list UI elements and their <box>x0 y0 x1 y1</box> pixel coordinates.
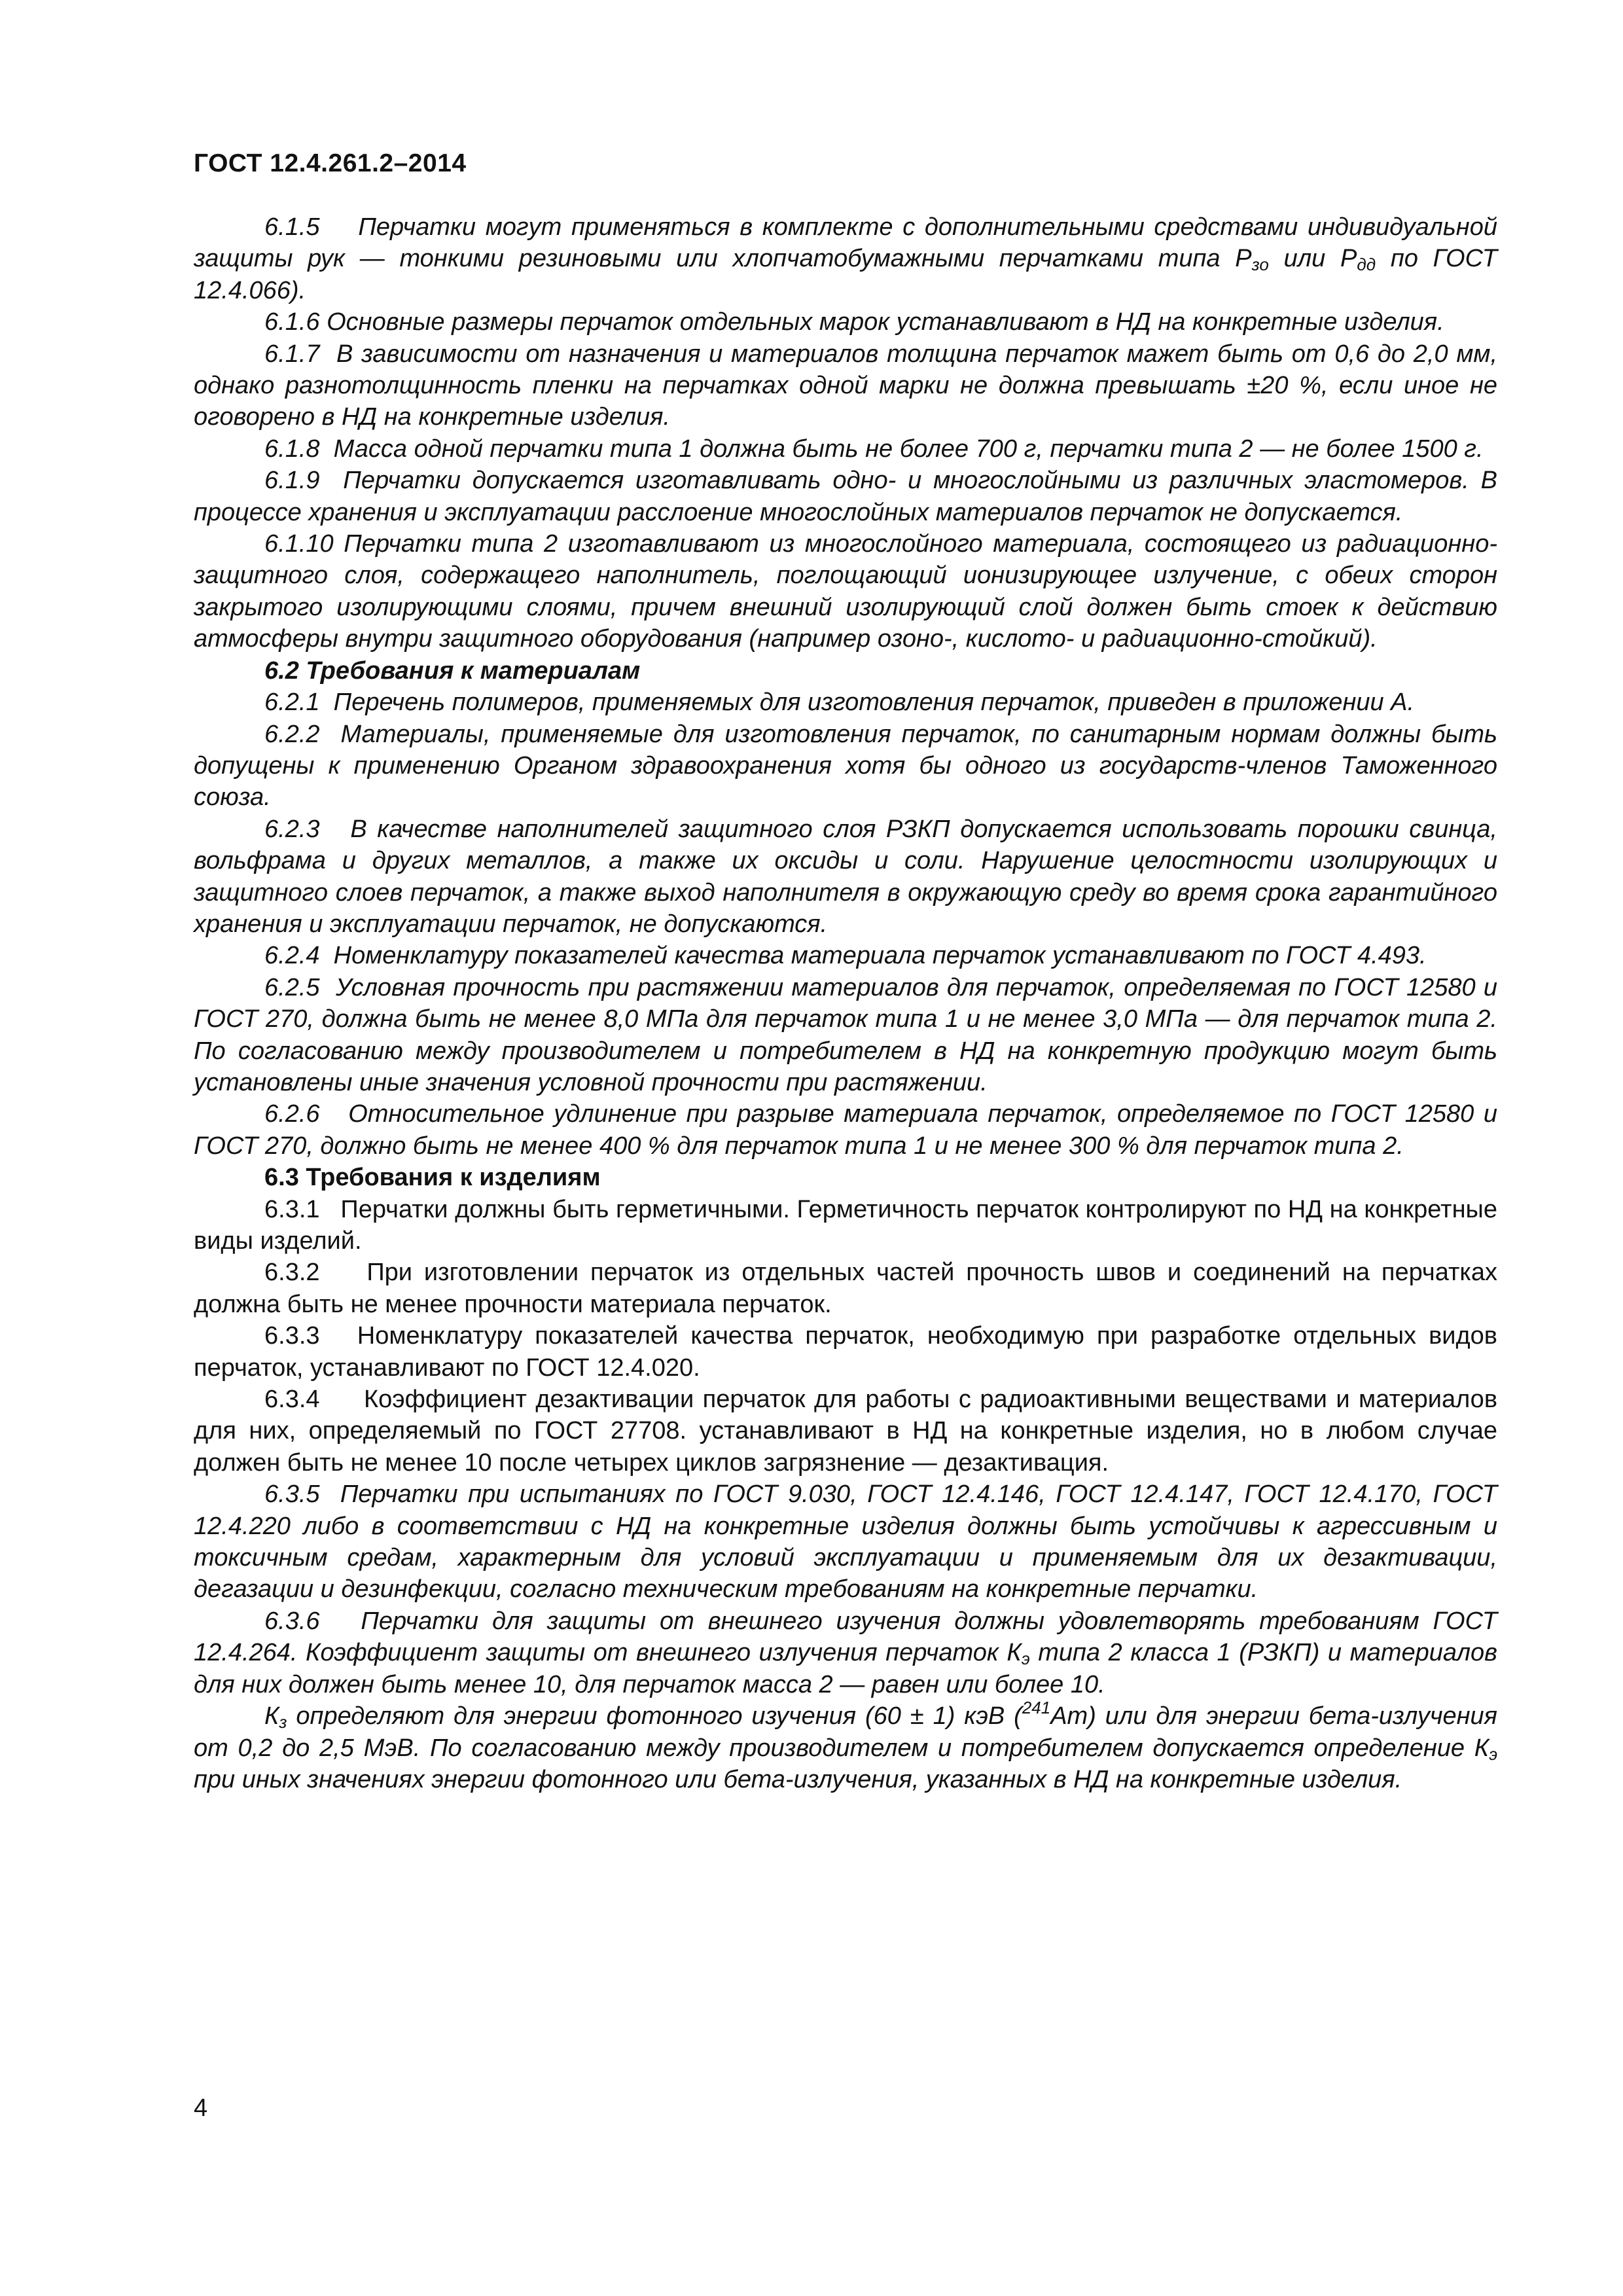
clause-6-3-6 <box>194 1605 1497 1700</box>
clause-text: Перчатки допускается изготавливать одно- и многослойными из различных эластомеров. В процессе хранения и эксплуатации расслоение многослойных материалов перчаток не допускается. <box>194 467 1498 526</box>
clause-text: Материалы, применяемые для изготовления перчаток, по санитарным нормам должны быть допущены к применению Органом здравоохранения хотя бы одного из государств-членов Таможенного союза. <box>194 720 1497 812</box>
clause-text: при иных значениях энергии фотонного или бета-излучения, указанных в НД на конкретные изделия. <box>194 1765 1402 1793</box>
clause-text: Номенклатуру показателей качества материала перчаток устанавливают по ГОСТ 4.493. <box>333 942 1427 970</box>
clause-6-3-4 <box>194 1384 1497 1479</box>
clause-text: Относительное удлинение при разрыве материала перчаток, определяемое по ГОСТ 12580 и ГОСТ 270, должно быть не менее 400 % для перчаток типа 1 и не менее 300 % для перчаток типа 2. <box>194 1100 1497 1160</box>
clause-kz-definition <box>194 1700 1497 1795</box>
clause-6-2-1 <box>194 687 1497 718</box>
clause-6-2-3 <box>194 814 1497 941</box>
document-body <box>194 211 1497 1795</box>
clause-text: Номенклатуру показателей качества перчаток, необходимую при разработке отдельных видов перчаток, устанавливают по ГОСТ 12.4.020. <box>194 1322 1497 1382</box>
clause-text: Перечень полимеров, применяемых для изготовления перчаток, приведен в приложении А. <box>333 689 1415 717</box>
clause-number: 6.1.5 <box>264 213 320 241</box>
clause-6-1-7 <box>194 338 1497 433</box>
clause-6-1-10 <box>194 528 1497 655</box>
subscript: э <box>1489 1744 1497 1764</box>
clause-number: 6.1.7 <box>264 340 320 368</box>
page-number: 4 <box>194 2094 208 2122</box>
clause-6-2-4 <box>194 940 1497 971</box>
clause-6-2-5 <box>194 972 1497 1099</box>
clause-text: Перчатки для защиты от внешнего изучения должны удовлетворять требованиям ГОСТ 12.4.264. Коэффициент защиты от внешнего излучения перчаток К <box>194 1607 1497 1667</box>
clause-text: Основные размеры перчаток отдельных марок устанавливают в НД на конкретные изделия. <box>327 308 1444 336</box>
clause-number: 6.1.10 <box>264 530 334 558</box>
clause-number: 6.2.5 <box>264 973 320 1001</box>
superscript: 241 <box>1022 1698 1051 1718</box>
clause-text: Перчатки должны быть герметичными. Герметичность перчаток контролируют по НД на конкретные виды изделий. <box>194 1195 1497 1255</box>
clause-text: Am) или для энергии бета-излучения от 0,2 до 2,5 МэВ. По согласованию между производителем и потребителем допускается определение К <box>194 1702 1497 1762</box>
clause-number: 6.2.3 <box>264 815 320 843</box>
clause-number: 6.3.6 <box>264 1607 320 1635</box>
clause-number: 6.1.6 <box>264 308 320 336</box>
subscript: зо <box>1251 255 1269 275</box>
clause-number: 6.3.4 <box>264 1386 320 1414</box>
document-header: ГОСТ 12.4.261.2–2014 <box>194 149 467 177</box>
clause-text: по ГОСТ 12.4.066). <box>194 245 1497 304</box>
clause-6-3-2 <box>194 1257 1497 1320</box>
clause-number: 6.3.5 <box>264 1480 320 1509</box>
clause-text: определяют для энергии фотонного изучения (60 ± 1) кэВ ( <box>287 1702 1022 1731</box>
clause-6-2-2 <box>194 719 1497 814</box>
clause-text: Коэффициент дезактивации перчаток для работы с радиоактивными веществами и материалов для них, определяемый по ГОСТ 27708. устанавливают в НД на конкретные изделия, но в любом случае должен быть не менее 10 после четырех циклов загрязнение — дезактивация. <box>194 1386 1498 1477</box>
clause-number: 6.2.1 <box>264 689 320 717</box>
subscript: э <box>1021 1649 1030 1669</box>
clause-text: Перчатки могут применяться в комплекте с дополнительными средствами индивидуальной защиты рук — тонкими резиновыми или хлопчатобумажными перчатками типа Р <box>194 213 1497 273</box>
clause-number: 6.2.6 <box>264 1100 320 1128</box>
clause-text: типа 2 класса 1 (РЗКП) и материалов для них должен быть менее 10, для перчаток масса 2 — равен или более 10. <box>194 1639 1498 1698</box>
clause-6-1-9 <box>194 465 1497 528</box>
clause-6-1-5 <box>194 211 1497 306</box>
clause-text: или Р <box>1268 245 1357 273</box>
clause-number: 6.2.2 <box>264 720 320 748</box>
clause-6-1-6 <box>194 306 1497 338</box>
clause-number: 6.2.4 <box>264 942 320 970</box>
clause-6-3-5 <box>194 1479 1497 1605</box>
clause-text: Условная прочность при растяжении материалов для перчаток, определяемая по ГОСТ 12580 и ГОСТ 270, должна быть не менее 8,0 МПа для перчаток типа 1 и не менее 3,0 МПа — для перчаток типа 2. По согласованию между производителем и потребителем в НД на конкретную продукцию могут быть установлены иные значения условной прочности при растяжении. <box>194 973 1497 1096</box>
section-heading-6-2: 6.2 Требования к материалам <box>264 656 641 685</box>
clause-text: В качестве наполнителей защитного слоя РЗКП допускается использовать порошки свинца, вольфрама и других металлов, а также их оксиды и соли. Нарушение целостности изолирующих и защитного слоев перчаток, а также выход наполнителя в окружающую среду во время срока гарантийного хранения и эксплуатации перчаток, не допускаются. <box>194 815 1497 938</box>
clause-number: 6.3.1 <box>264 1195 320 1223</box>
clause-number: 6.3.3 <box>264 1322 320 1350</box>
clause-text: Перчатки типа 2 изготавливают из многослойного материала, состоящего из радиационно-защитного слоя, содержащего наполнитель, поглощающий ионизирующее излучение, с обеих сторон закрытого изолирующими слоями, причем внешний изолирующий слой должен быть стоек к действию атмосферы внутри защитного оборудования (например озоно-, кислото- и радиационно-стойкий). <box>194 530 1497 653</box>
clause-6-3-1 <box>194 1194 1497 1257</box>
clause-6-1-8 <box>194 433 1497 465</box>
clause-6-2-6 <box>194 1098 1497 1162</box>
clause-number: 6.3.2 <box>264 1259 320 1287</box>
clause-text: Масса одной перчатки типа 1 должна быть не более 700 г, перчатки типа 2 — не более 1500 г. <box>333 435 1484 463</box>
clause-text: При изготовлении перчаток из отдельных частей прочность швов и соединений на перчатках должна быть не менее прочности материала перчаток. <box>194 1259 1497 1318</box>
clause-text: Перчатки при испытаниях по ГОСТ 9.030, ГОСТ 12.4.146, ГОСТ 12.4.147, ГОСТ 12.4.170, ГОСТ 12.4.220 либо в соответствии с НД на конкретные изделия должны быть устойчивы к агрессивным и токсичным средам, характерным для условий эксплуатации и применяемым для их дезактивации, дегазации и дезинфекции, согласно техническим требованиям на конкретные перчатки. <box>194 1480 1497 1604</box>
subscript: дд <box>1357 255 1376 275</box>
subscript: з <box>279 1712 287 1732</box>
clause-number: 6.1.8 <box>264 435 320 463</box>
clause-number: 6.1.9 <box>264 467 320 495</box>
clause-text: В зависимости от назначения и материалов толщина перчаток мажет быть от 0,6 до 2,0 мм, однако разнотолщинность пленки на перчатках одной марки не должна превышать ±20 %, если иное не оговорено в НД на конкретные изделия. <box>194 340 1497 431</box>
section-heading-6-3: 6.3 Требования к изделиям <box>264 1164 601 1192</box>
clause-6-3-3 <box>194 1320 1497 1384</box>
clause-text: К <box>264 1702 279 1731</box>
